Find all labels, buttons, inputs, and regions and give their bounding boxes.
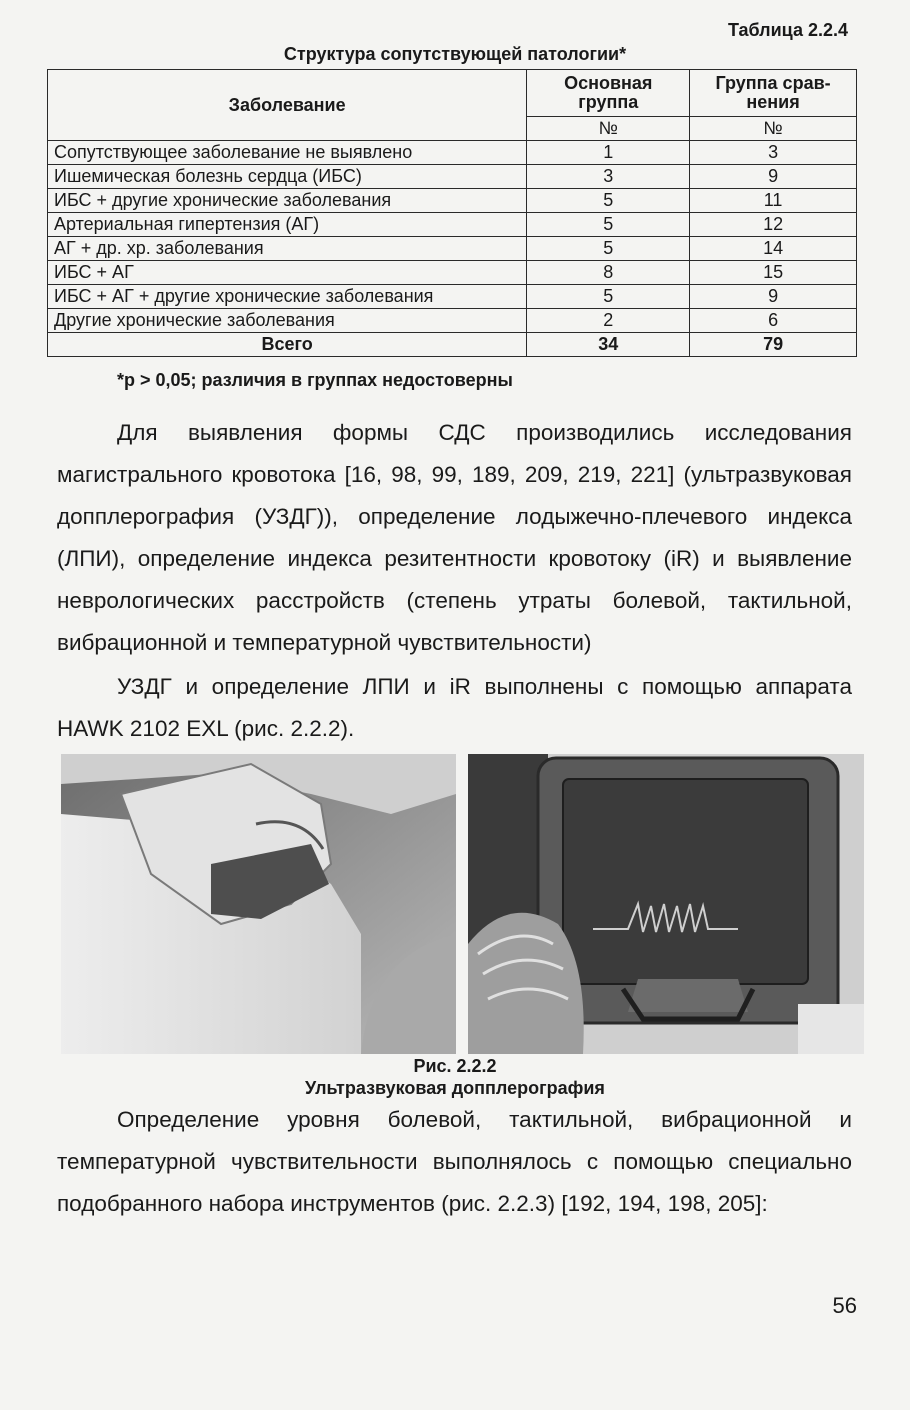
header-compare-number: № xyxy=(690,117,857,141)
row-compare: 12 xyxy=(690,213,857,237)
table-row xyxy=(48,261,857,285)
total-label: Всего xyxy=(48,333,527,357)
header-main-number: № xyxy=(527,117,690,141)
page-number: 56 xyxy=(832,1293,857,1318)
total-main: 34 xyxy=(527,333,690,357)
row-compare: 9 xyxy=(690,285,857,309)
table-row xyxy=(48,165,857,189)
row-compare: 11 xyxy=(690,189,857,213)
comorbidity-table xyxy=(47,69,857,357)
row-compare: 6 xyxy=(690,309,857,333)
row-compare: 14 xyxy=(690,237,857,261)
table-row xyxy=(48,141,857,165)
row-disease: Артериальная гипертензия (АГ) xyxy=(48,213,527,237)
figure-number: Рис. 2.2.2 xyxy=(413,1056,497,1076)
row-disease: ИБС + АГ xyxy=(48,261,527,285)
photo-doppler-monitor xyxy=(468,754,864,1054)
table-total-row xyxy=(48,333,857,357)
table-row xyxy=(48,237,857,261)
row-main: 1 xyxy=(527,141,690,165)
row-main: 5 xyxy=(527,213,690,237)
table-title: Структура сопутствующей патологии* xyxy=(283,44,627,64)
row-disease: Другие хронические заболевания xyxy=(48,309,527,333)
header-compare-group: Группа срав-нения xyxy=(690,70,857,117)
row-compare: 3 xyxy=(690,141,857,165)
row-disease: АГ + др. хр. заболевания xyxy=(48,237,527,261)
row-disease: Ишемическая болезнь сердца (ИБС) xyxy=(48,165,527,189)
row-main: 3 xyxy=(527,165,690,189)
row-disease: ИБС + АГ + другие хронические заболевания xyxy=(48,285,527,309)
row-disease: ИБС + другие хронические заболевания xyxy=(48,189,527,213)
header-disease: Заболевание xyxy=(48,70,527,141)
paragraph-methods: Для выявления формы СДС производились исследования магистрального кровотока [16, 98, 99, 189, 209, 219, 221] (ультразвуковая допплерография (УЗДГ)), определение лодыжечно-плечевого индекса (ЛПИ), определение индекса резитентности кровотоку (iR) и выявление неврологических расстройств (степень утраты болевой, тактильной, вибрационной и температурной чувствительности) xyxy=(57,420,852,655)
table-row xyxy=(48,189,857,213)
row-compare: 9 xyxy=(690,165,857,189)
figure-caption: Ультразвуковая допплерография xyxy=(305,1078,605,1098)
table-row xyxy=(48,213,857,237)
table-row xyxy=(48,285,857,309)
row-compare: 15 xyxy=(690,261,857,285)
table-footnote: *р > 0,05; различия в группах недостоверны xyxy=(117,370,513,390)
paragraph-sensitivity: Определение уровня болевой, тактильной, вибрационной и температурной чувствительности выполнялось с помощью специально подобранного набора инструментов (рис. 2.2.3) [192, 194, 198, 205]: xyxy=(57,1107,852,1216)
photo-probe-on-skin xyxy=(61,754,456,1054)
row-main: 5 xyxy=(527,285,690,309)
row-main: 2 xyxy=(527,309,690,333)
row-main: 5 xyxy=(527,237,690,261)
paragraph-device: УЗДГ и определение ЛПИ и iR выполнены с помощью аппарата HAWK 2102 EXL (рис. 2.2.2). xyxy=(57,674,852,741)
total-compare: 79 xyxy=(690,333,857,357)
table-row xyxy=(48,309,857,333)
row-main: 8 xyxy=(527,261,690,285)
row-main: 5 xyxy=(527,189,690,213)
header-main-group: Основная группа xyxy=(527,70,690,117)
row-disease: Сопутствующее заболевание не выявлено xyxy=(48,141,527,165)
table-label: Таблица 2.2.4 xyxy=(727,20,848,40)
